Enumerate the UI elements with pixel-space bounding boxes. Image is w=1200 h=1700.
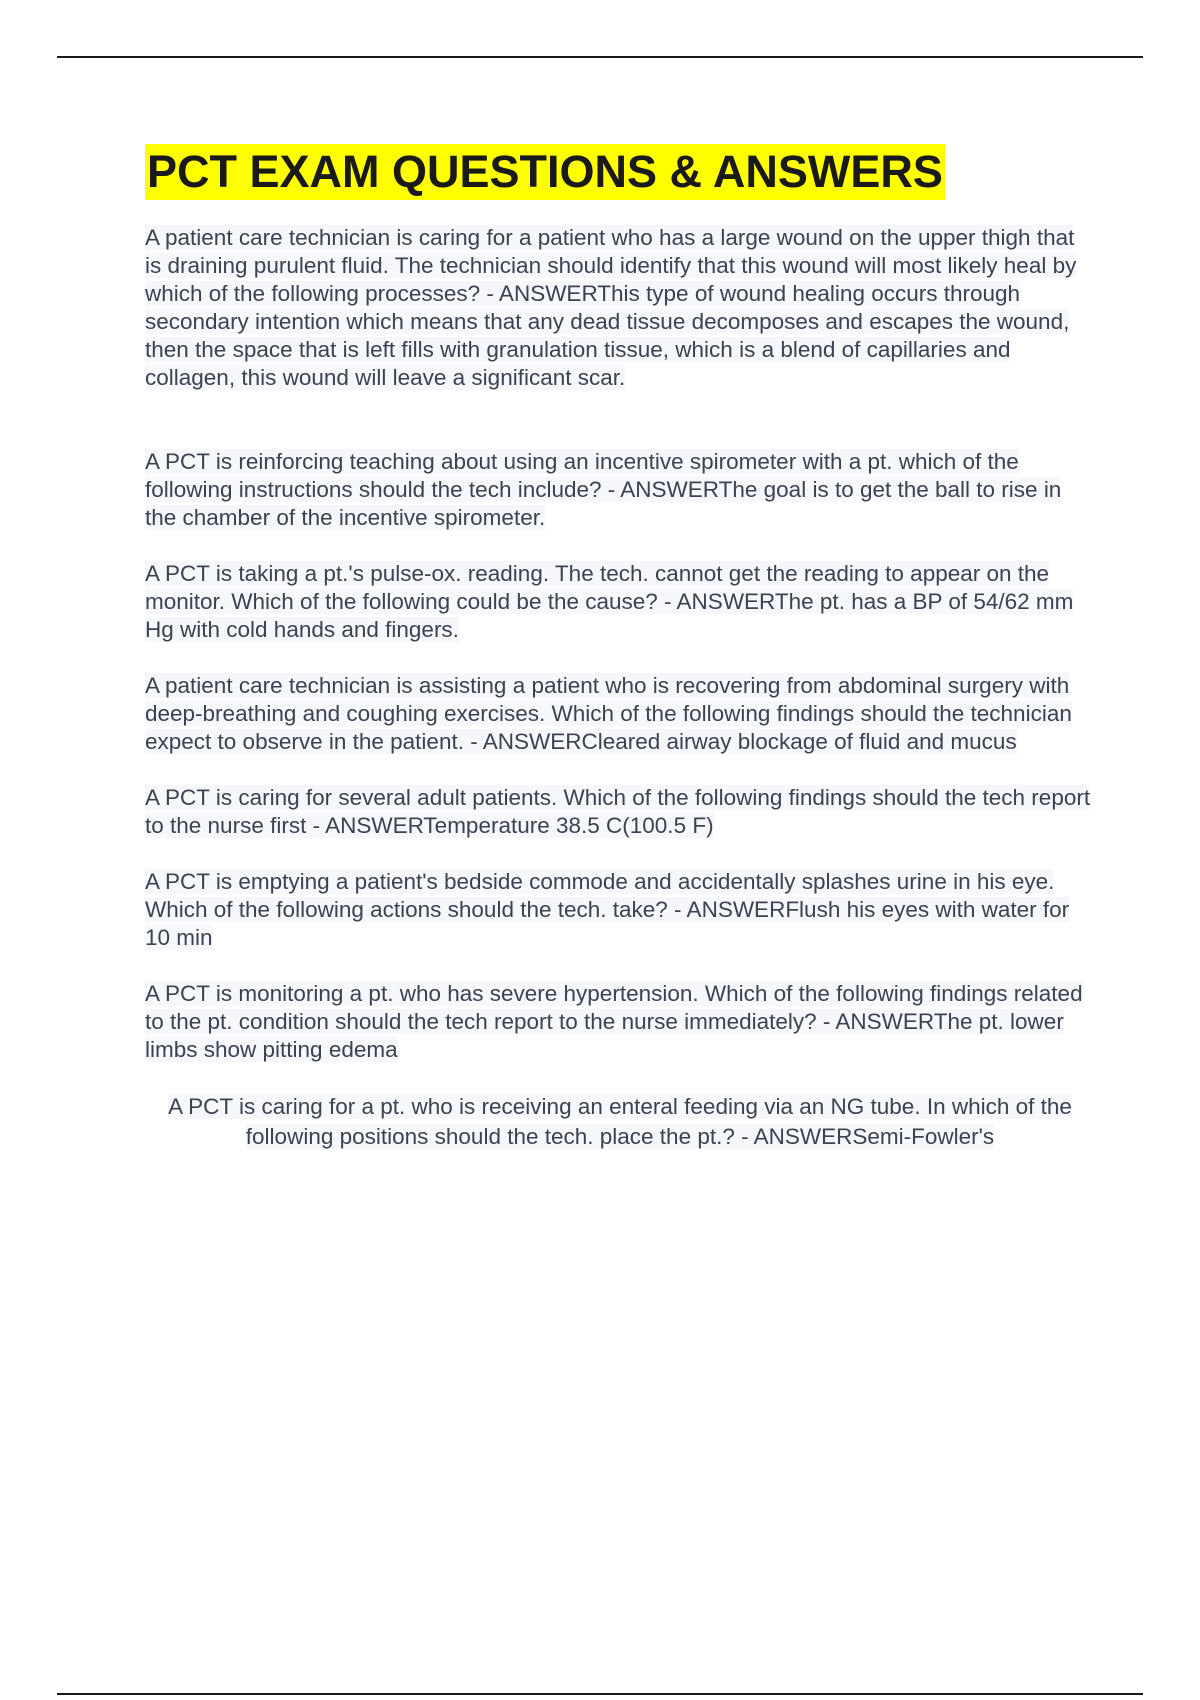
header-rule bbox=[57, 56, 1143, 58]
qa-text: A PCT is emptying a patient's bedside commode and accidentally splashes urine in his eye. Which of the following actions should the tech. take? - ANSWERFlush his eyes with water for 10 min bbox=[145, 869, 1070, 950]
qa-item bbox=[145, 560, 1095, 644]
qa-item bbox=[145, 224, 1095, 392]
qa-text: A PCT is caring for a pt. who is receiving an enteral feeding via an NG tube. In which of the following positions should the tech. place the pt.? - ANSWERSemi-Fowler's bbox=[168, 1094, 1072, 1149]
qa-text: A PCT is reinforcing teaching about using an incentive spirometer with a pt. which of the following instructions should the tech include? - ANSWERThe goal is to get the ball to rise in the chamber of the incentive spirometer. bbox=[145, 449, 1062, 530]
qa-text: A PCT is monitoring a pt. who has severe hypertension. Which of the following findings related to the pt. condition should the tech report to the nurse immediately? - ANSWERThe pt. lower limbs show pitting edema bbox=[145, 981, 1083, 1062]
qa-item bbox=[145, 980, 1095, 1064]
qa-item bbox=[145, 784, 1095, 840]
qa-item bbox=[145, 448, 1095, 532]
footer-rule bbox=[57, 1693, 1143, 1695]
qa-item bbox=[145, 1092, 1095, 1152]
page-title: PCT EXAM QUESTIONS & ANSWERS bbox=[145, 144, 945, 200]
qa-text: A patient care technician is caring for a patient who has a large wound on the upper thigh that is draining purulent fluid. The technician should identify that this wound will most likely heal by which of the following processes? - ANSWERThis type of wound healing occurs through secondary intention which means that any dead tissue decomposes and escapes the wound, then the space that is left fills with granulation tissue, which is a blend of capillaries and collagen, this wound will leave a significant scar. bbox=[145, 225, 1077, 390]
qa-text: A PCT is caring for several adult patients. Which of the following findings should the tech report to the nurse first - ANSWERTemperature 38.5 C(100.5 F) bbox=[145, 785, 1091, 838]
document-body bbox=[145, 144, 1095, 1152]
qa-item bbox=[145, 868, 1095, 952]
qa-text: A patient care technician is assisting a patient who is recovering from abdominal surgery with deep-breathing and coughing exercises. Which of the following findings should the technician expect to observe in the patient. - ANSWERCleared airway blockage of fluid and mucus bbox=[145, 673, 1072, 754]
qa-text: A PCT is taking a pt.'s pulse-ox. reading. The tech. cannot get the reading to appear on the monitor. Which of the following could be the cause? - ANSWERThe pt. has a BP of 54/62 mm Hg with cold hands and fingers. bbox=[145, 561, 1074, 642]
qa-item bbox=[145, 672, 1095, 756]
